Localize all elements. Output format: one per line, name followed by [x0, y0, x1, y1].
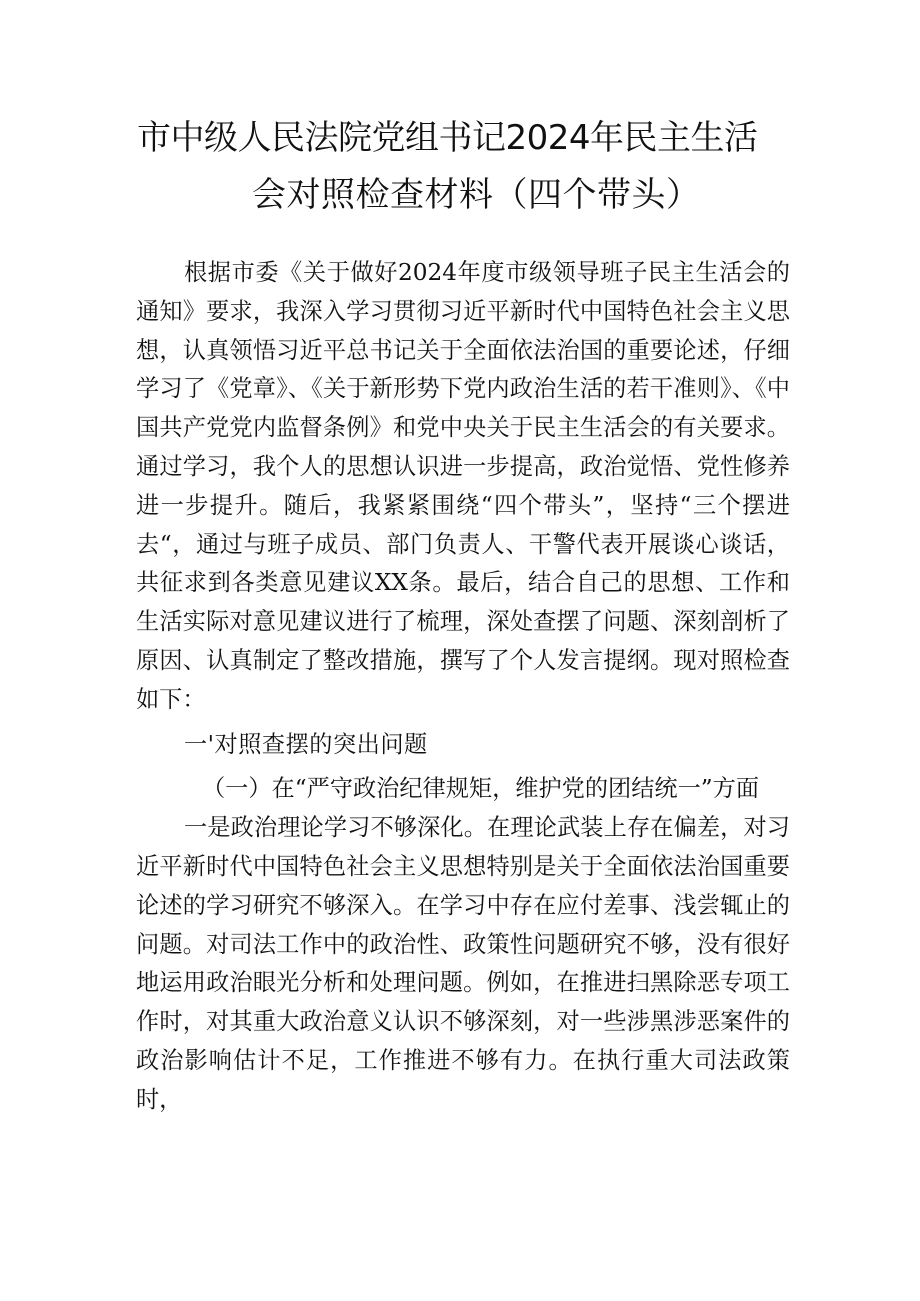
intro-paragraph: 根据市委《关于做好2024年度市级领导班子民主生活会的通知》要求，我深入学习贯彻习近平新时代中国特色社会主义思想，认真领悟习近平总书记关于全面依法治国的重要论述，仔细学习了《党章》、《关于新形势下党内政治生活的若干准则》、《中国共产党党内监督条例》和党中央关于民主生活会的有关要求。通过学习，我个人的思想认识进一步提高，政治觉悟、党性修养进一步提升。随后，我紧紧围绕“四个带头”，坚持“三个摆进去“，通过与班子成员、部门负责人、干警代表开展谈心谈话，共征求到各类意见建议XX条。最后，结合自己的思想、工作和生活实际对意见建议进行了梳理，深处查摆了问题、深刻剖析了原因、认真制定了整改措施，撰写了个人发言提纲。现对照检查如下： [136, 259, 790, 713]
document-title-line-2: 会对照检查材料（四个带头） [252, 175, 701, 215]
document-body [136, 254, 790, 1120]
point-paragraph: 一是政治理论学习不够深化。在理论武装上存在偏差，对习近平新时代中国特色社会主义思想特别是关于全面依法治国重要论述的学习研究不够深入。在学习中存在应付差事、浅尝辄止的问题。对司法工作中的政治性、政策性问题研究不够，没有很好地运用政治眼光分析和处理问题。例如，在推进扫黑除恶专项工作时，对其重大政治意义认识不够深刻，对一些涉黑涉恶案件的政治影响估计不足，工作推进不够有力。在执行重大司法政策时， [136, 814, 790, 1113]
section-heading: 一'对照查摆的突出问题 [184, 730, 428, 758]
subsection-heading: （一）在“严守政治纪律规矩，维护党的团结统一”方面 [202, 775, 760, 803]
document-title-line-1: 市中级人民法院党组书记2024年民主生活 [137, 118, 758, 158]
